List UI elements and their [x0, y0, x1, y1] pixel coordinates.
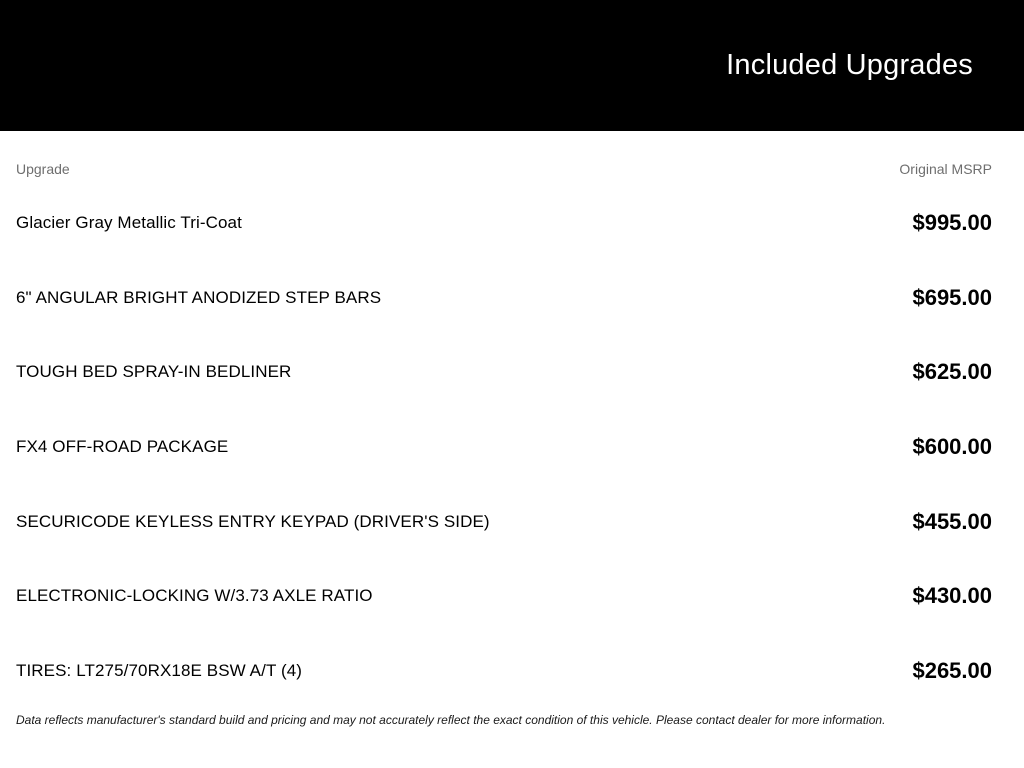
upgrade-msrp: $600.00	[912, 434, 992, 460]
column-header-original-msrp: Original MSRP	[899, 161, 992, 177]
table-row	[16, 634, 992, 709]
upgrade-msrp: $265.00	[912, 657, 992, 683]
upgrade-name: TOUGH BED SPRAY-IN BEDLINER	[16, 362, 292, 382]
upgrade-name: TIRES: LT275/70RX18E BSW A/T (4)	[16, 660, 303, 680]
table-row	[16, 484, 992, 559]
table-row	[16, 186, 992, 261]
upgrade-name: 6" ANGULAR BRIGHT ANODIZED STEP BARS	[16, 287, 382, 307]
table-row	[16, 261, 992, 336]
column-header-upgrade: Upgrade	[16, 161, 70, 177]
table-body	[16, 186, 992, 708]
page-header	[0, 0, 1024, 131]
upgrade-name: FX4 OFF-ROAD PACKAGE	[16, 437, 229, 457]
upgrades-table	[0, 131, 1024, 727]
page-title: Included Upgrades	[726, 49, 973, 81]
table-row	[16, 410, 992, 485]
upgrade-msrp: $995.00	[912, 210, 992, 236]
table-column-headers	[16, 131, 992, 177]
upgrade-msrp: $455.00	[912, 508, 992, 534]
upgrade-msrp: $625.00	[912, 359, 992, 385]
upgrade-msrp: $430.00	[912, 583, 992, 609]
disclaimer-text: Data reflects manufacturer's standard build and pricing and may not accurately reflect the exact condition of this vehicle. Please contact dealer for more information.	[16, 713, 886, 728]
table-row	[16, 559, 992, 634]
upgrade-name: SECURICODE KEYLESS ENTRY KEYPAD (DRIVER'S SIDE)	[16, 511, 490, 531]
upgrade-name: ELECTRONIC-LOCKING W/3.73 AXLE RATIO	[16, 586, 373, 606]
upgrade-name: Glacier Gray Metallic Tri-Coat	[16, 213, 242, 233]
upgrade-msrp: $695.00	[912, 284, 992, 310]
table-row	[16, 335, 992, 410]
